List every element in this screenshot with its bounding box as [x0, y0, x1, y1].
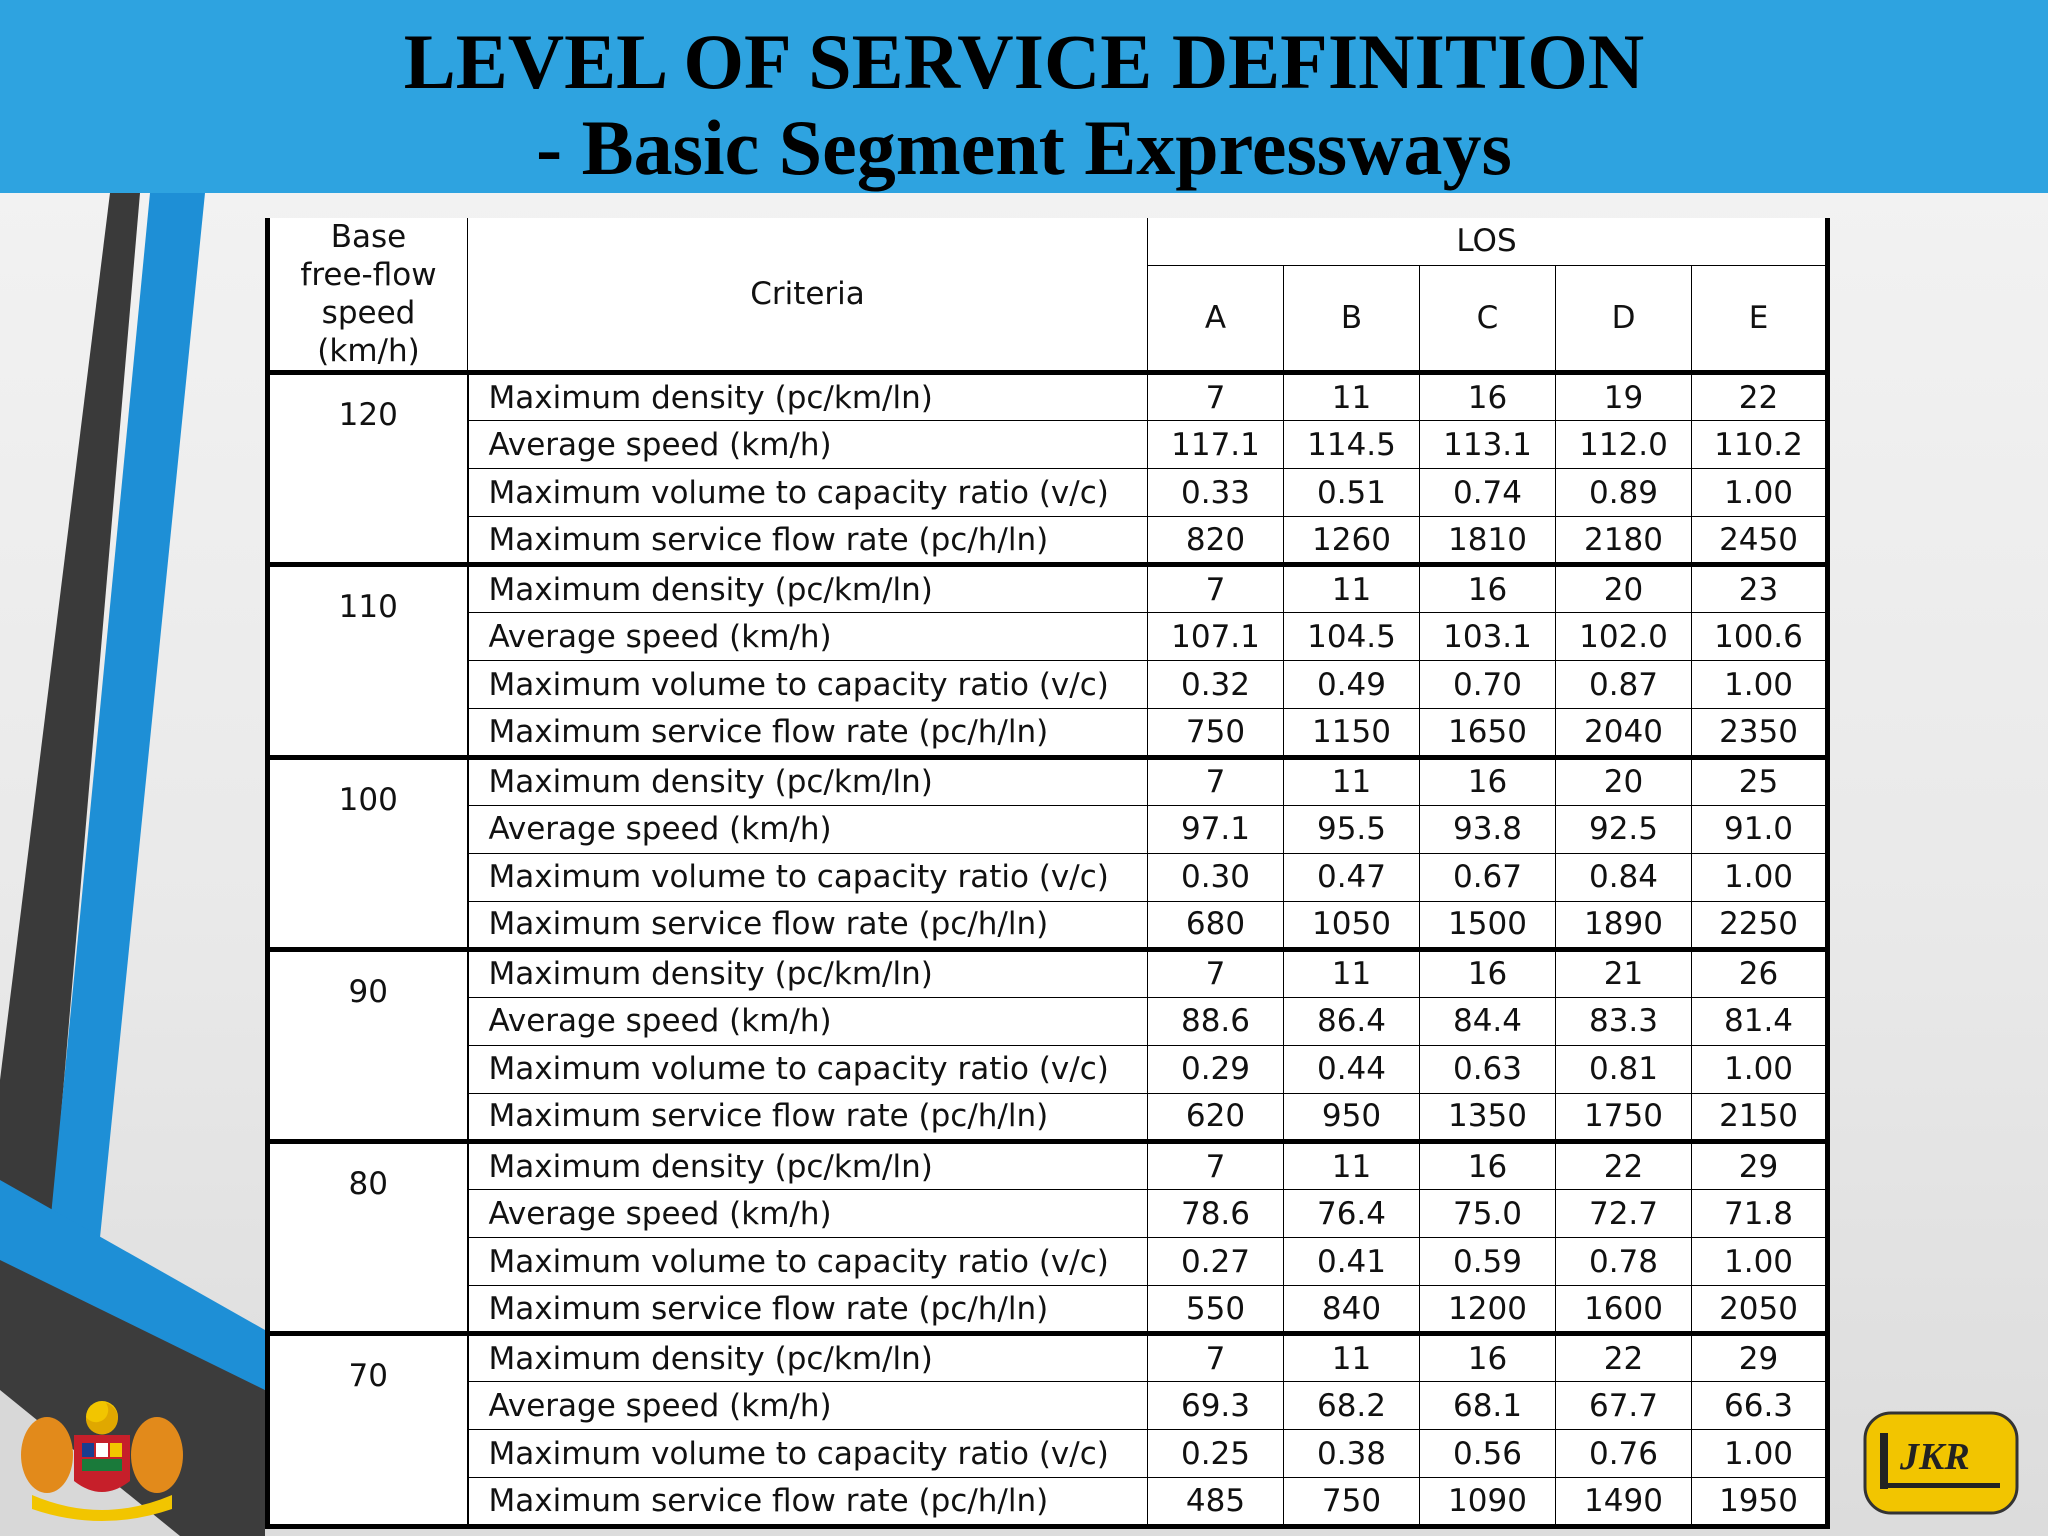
- value-cell: 20: [1556, 565, 1692, 613]
- value-cell: 1350: [1420, 1093, 1556, 1141]
- value-cell: 110.2: [1692, 421, 1828, 469]
- table-row: [268, 1238, 1828, 1286]
- value-cell: 93.8: [1420, 805, 1556, 853]
- value-cell: 7: [1148, 565, 1284, 613]
- value-cell: 0.32: [1148, 661, 1284, 709]
- value-cell: 0.87: [1556, 661, 1692, 709]
- table-row: [268, 517, 1828, 565]
- malaysia-coat-of-arms-icon: [12, 1395, 192, 1525]
- value-cell: 0.67: [1420, 853, 1556, 901]
- los-table: [265, 218, 1830, 1529]
- table-row: [268, 901, 1828, 949]
- value-cell: 0.38: [1284, 1430, 1420, 1478]
- value-cell: 1150: [1284, 709, 1420, 757]
- jkr-logo-text: JKR: [1900, 1436, 1970, 1478]
- criteria-cell: Maximum volume to capacity ratio (v/c): [468, 661, 1148, 709]
- value-cell: 16: [1420, 1142, 1556, 1190]
- table-row: [268, 565, 1828, 613]
- value-cell: 2350: [1692, 709, 1828, 757]
- value-cell: 114.5: [1284, 421, 1420, 469]
- criteria-cell: Average speed (km/h): [468, 805, 1148, 853]
- table-row: [268, 613, 1828, 661]
- page-subtitle: - Basic Segment Expressways: [536, 104, 1512, 191]
- value-cell: 102.0: [1556, 613, 1692, 661]
- value-cell: 75.0: [1420, 1190, 1556, 1238]
- value-cell: 29: [1692, 1142, 1828, 1190]
- value-cell: 0.33: [1148, 469, 1284, 517]
- value-cell: 7: [1148, 949, 1284, 997]
- value-cell: 620: [1148, 1093, 1284, 1141]
- value-cell: 95.5: [1284, 805, 1420, 853]
- header-los-d: D: [1556, 265, 1692, 372]
- value-cell: 0.49: [1284, 661, 1420, 709]
- value-cell: 2050: [1692, 1286, 1828, 1334]
- value-cell: 680: [1148, 901, 1284, 949]
- value-cell: 0.56: [1420, 1430, 1556, 1478]
- criteria-cell: Maximum service flow rate (pc/h/ln): [468, 709, 1148, 757]
- criteria-cell: Average speed (km/h): [468, 1190, 1148, 1238]
- value-cell: 107.1: [1148, 613, 1284, 661]
- table-row: [268, 1430, 1828, 1478]
- value-cell: 84.4: [1420, 997, 1556, 1045]
- value-cell: 112.0: [1556, 421, 1692, 469]
- value-cell: 11: [1284, 373, 1420, 421]
- value-cell: 26: [1692, 949, 1828, 997]
- value-cell: 1810: [1420, 517, 1556, 565]
- table-row: [268, 1190, 1828, 1238]
- criteria-cell: Maximum density (pc/km/ln): [468, 565, 1148, 613]
- value-cell: 1.00: [1692, 1238, 1828, 1286]
- value-cell: 71.8: [1692, 1190, 1828, 1238]
- value-cell: 1.00: [1692, 1430, 1828, 1478]
- speed-cell: 70: [268, 1334, 468, 1526]
- value-cell: 0.29: [1148, 1045, 1284, 1093]
- table-row: [268, 1382, 1828, 1430]
- header-speed-line: (km/h): [317, 333, 420, 369]
- speed-cell: 120: [268, 373, 468, 565]
- criteria-cell: Maximum density (pc/km/ln): [468, 757, 1148, 805]
- value-cell: 7: [1148, 1334, 1284, 1382]
- value-cell: 113.1: [1420, 421, 1556, 469]
- table-row: [268, 1093, 1828, 1141]
- header-speed-line: Base: [330, 219, 407, 255]
- value-cell: 11: [1284, 757, 1420, 805]
- criteria-cell: Maximum service flow rate (pc/h/ln): [468, 1286, 1148, 1334]
- criteria-cell: Maximum volume to capacity ratio (v/c): [468, 853, 1148, 901]
- value-cell: 0.30: [1148, 853, 1284, 901]
- value-cell: 0.70: [1420, 661, 1556, 709]
- value-cell: 66.3: [1692, 1382, 1828, 1430]
- criteria-cell: Maximum service flow rate (pc/h/ln): [468, 901, 1148, 949]
- speed-cell: 110: [268, 565, 468, 757]
- value-cell: 22: [1556, 1334, 1692, 1382]
- value-cell: 7: [1148, 373, 1284, 421]
- value-cell: 1.00: [1692, 1045, 1828, 1093]
- criteria-cell: Maximum density (pc/km/ln): [468, 949, 1148, 997]
- value-cell: 7: [1148, 1142, 1284, 1190]
- value-cell: 750: [1284, 1478, 1420, 1526]
- criteria-cell: Maximum service flow rate (pc/h/ln): [468, 517, 1148, 565]
- value-cell: 1090: [1420, 1478, 1556, 1526]
- value-cell: 1.00: [1692, 661, 1828, 709]
- value-cell: 20: [1556, 757, 1692, 805]
- speed-cell: 90: [268, 949, 468, 1141]
- table-row: [268, 373, 1828, 421]
- table-row: [268, 757, 1828, 805]
- value-cell: 1750: [1556, 1093, 1692, 1141]
- value-cell: 78.6: [1148, 1190, 1284, 1238]
- value-cell: 16: [1420, 565, 1556, 613]
- value-cell: 1650: [1420, 709, 1556, 757]
- value-cell: 88.6: [1148, 997, 1284, 1045]
- criteria-cell: Average speed (km/h): [468, 613, 1148, 661]
- value-cell: 92.5: [1556, 805, 1692, 853]
- value-cell: 840: [1284, 1286, 1420, 1334]
- table-row: [268, 1286, 1828, 1334]
- header-los-e: E: [1692, 265, 1828, 372]
- table-row: [268, 1045, 1828, 1093]
- value-cell: 11: [1284, 565, 1420, 613]
- value-cell: 1890: [1556, 901, 1692, 949]
- table-row: [268, 421, 1828, 469]
- value-cell: 0.47: [1284, 853, 1420, 901]
- value-cell: 21: [1556, 949, 1692, 997]
- criteria-cell: Maximum volume to capacity ratio (v/c): [468, 1238, 1148, 1286]
- value-cell: 11: [1284, 949, 1420, 997]
- value-cell: 750: [1148, 709, 1284, 757]
- value-cell: 103.1: [1420, 613, 1556, 661]
- value-cell: 11: [1284, 1334, 1420, 1382]
- header-speed-line: free-flow: [300, 257, 437, 293]
- value-cell: 2180: [1556, 517, 1692, 565]
- value-cell: 820: [1148, 517, 1284, 565]
- value-cell: 1200: [1420, 1286, 1556, 1334]
- header-speed: [268, 218, 468, 373]
- value-cell: 16: [1420, 949, 1556, 997]
- value-cell: 81.4: [1692, 997, 1828, 1045]
- criteria-cell: Maximum volume to capacity ratio (v/c): [468, 1045, 1148, 1093]
- value-cell: 1600: [1556, 1286, 1692, 1334]
- page-title: LEVEL OF SERVICE DEFINITION: [403, 18, 1645, 105]
- criteria-cell: Average speed (km/h): [468, 421, 1148, 469]
- value-cell: 0.76: [1556, 1430, 1692, 1478]
- criteria-cell: Average speed (km/h): [468, 997, 1148, 1045]
- header-speed-line: speed: [321, 295, 416, 331]
- value-cell: 16: [1420, 757, 1556, 805]
- criteria-cell: Maximum service flow rate (pc/h/ln): [468, 1093, 1148, 1141]
- value-cell: 68.1: [1420, 1382, 1556, 1430]
- value-cell: 16: [1420, 373, 1556, 421]
- criteria-cell: Maximum density (pc/km/ln): [468, 1142, 1148, 1190]
- value-cell: 0.81: [1556, 1045, 1692, 1093]
- value-cell: 0.59: [1420, 1238, 1556, 1286]
- table-row: [268, 949, 1828, 997]
- table-row: [268, 853, 1828, 901]
- los-table-body: [268, 373, 1828, 1527]
- value-cell: 117.1: [1148, 421, 1284, 469]
- table-row: [268, 1142, 1828, 1190]
- value-cell: 19: [1556, 373, 1692, 421]
- value-cell: 2040: [1556, 709, 1692, 757]
- table-row: [268, 469, 1828, 517]
- value-cell: 0.25: [1148, 1430, 1284, 1478]
- jkr-logo-icon: [1860, 1405, 2025, 1523]
- value-cell: 76.4: [1284, 1190, 1420, 1238]
- value-cell: 1050: [1284, 901, 1420, 949]
- value-cell: 11: [1284, 1142, 1420, 1190]
- value-cell: 16: [1420, 1334, 1556, 1382]
- value-cell: 2450: [1692, 517, 1828, 565]
- table-row: [268, 661, 1828, 709]
- criteria-cell: Maximum volume to capacity ratio (v/c): [468, 469, 1148, 517]
- value-cell: 0.84: [1556, 853, 1692, 901]
- value-cell: 22: [1692, 373, 1828, 421]
- value-cell: 0.51: [1284, 469, 1420, 517]
- value-cell: 1260: [1284, 517, 1420, 565]
- header-criteria: Criteria: [468, 218, 1148, 373]
- value-cell: 0.41: [1284, 1238, 1420, 1286]
- header-los-b: B: [1284, 265, 1420, 372]
- criteria-cell: Maximum density (pc/km/ln): [468, 373, 1148, 421]
- value-cell: 2150: [1692, 1093, 1828, 1141]
- header-los: LOS: [1148, 218, 1828, 265]
- speed-cell: 80: [268, 1142, 468, 1334]
- criteria-cell: Maximum volume to capacity ratio (v/c): [468, 1430, 1148, 1478]
- value-cell: 67.7: [1556, 1382, 1692, 1430]
- value-cell: 0.44: [1284, 1045, 1420, 1093]
- value-cell: 83.3: [1556, 997, 1692, 1045]
- value-cell: 91.0: [1692, 805, 1828, 853]
- value-cell: 0.89: [1556, 469, 1692, 517]
- table-row: [268, 709, 1828, 757]
- value-cell: 7: [1148, 757, 1284, 805]
- value-cell: 72.7: [1556, 1190, 1692, 1238]
- value-cell: 97.1: [1148, 805, 1284, 853]
- value-cell: 1500: [1420, 901, 1556, 949]
- value-cell: 69.3: [1148, 1382, 1284, 1430]
- criteria-cell: Average speed (km/h): [468, 1382, 1148, 1430]
- header-los-a: A: [1148, 265, 1284, 372]
- value-cell: 0.27: [1148, 1238, 1284, 1286]
- value-cell: 22: [1556, 1142, 1692, 1190]
- header-los-c: C: [1420, 265, 1556, 372]
- value-cell: 104.5: [1284, 613, 1420, 661]
- value-cell: 86.4: [1284, 997, 1420, 1045]
- value-cell: 2250: [1692, 901, 1828, 949]
- value-cell: 1950: [1692, 1478, 1828, 1526]
- value-cell: 25: [1692, 757, 1828, 805]
- value-cell: 68.2: [1284, 1382, 1420, 1430]
- value-cell: 0.78: [1556, 1238, 1692, 1286]
- value-cell: 1490: [1556, 1478, 1692, 1526]
- table-row: [268, 1478, 1828, 1526]
- speed-cell: 100: [268, 757, 468, 949]
- value-cell: 100.6: [1692, 613, 1828, 661]
- table-row: [268, 997, 1828, 1045]
- value-cell: 550: [1148, 1286, 1284, 1334]
- value-cell: 1.00: [1692, 469, 1828, 517]
- criteria-cell: Maximum service flow rate (pc/h/ln): [468, 1478, 1148, 1526]
- value-cell: 0.74: [1420, 469, 1556, 517]
- value-cell: 0.63: [1420, 1045, 1556, 1093]
- value-cell: 29: [1692, 1334, 1828, 1382]
- value-cell: 485: [1148, 1478, 1284, 1526]
- value-cell: 23: [1692, 565, 1828, 613]
- value-cell: 1.00: [1692, 853, 1828, 901]
- criteria-cell: Maximum density (pc/km/ln): [468, 1334, 1148, 1382]
- table-row: [268, 805, 1828, 853]
- table-row: [268, 1334, 1828, 1382]
- value-cell: 950: [1284, 1093, 1420, 1141]
- title-banner: [0, 0, 2048, 193]
